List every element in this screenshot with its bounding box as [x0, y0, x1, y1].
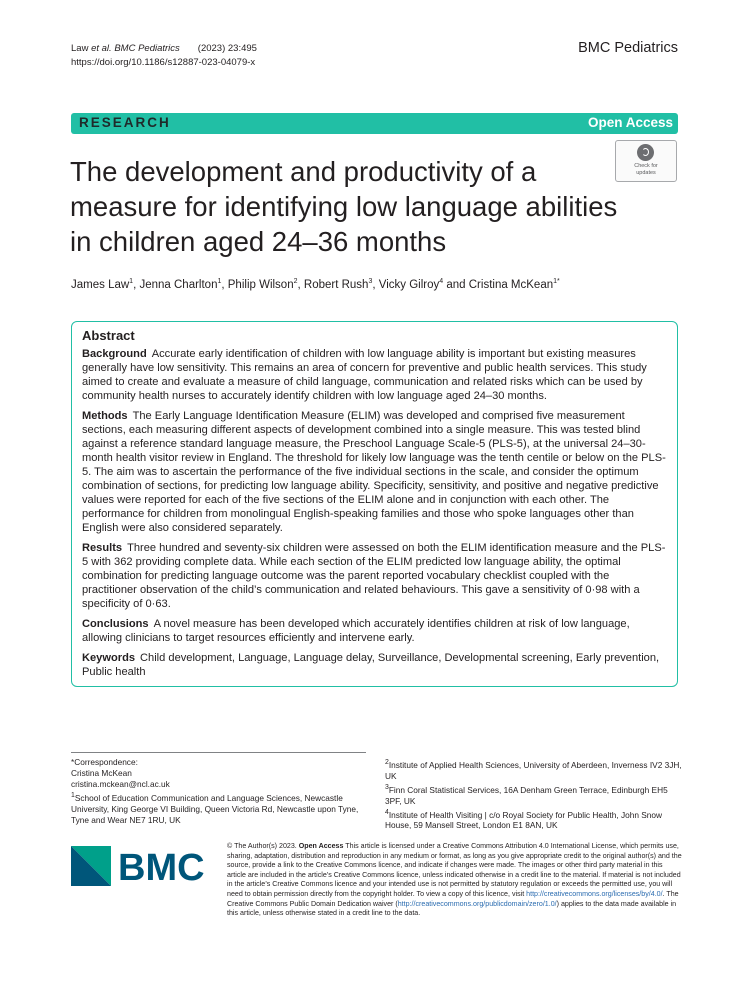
abstract-conclusions: [82, 617, 667, 645]
header-et-al: et al.: [91, 43, 112, 54]
license-link[interactable]: http://creativecommons.org/licenses/by/4.0/: [526, 889, 663, 898]
results-text: Three hundred and seventy-six children were assessed on both the ELIM identification measure and the PLS-5 with 362 providing complete data. While each section of the ELIM predicted low language ability, the optimal combination for predicting language outcome was the parent reported vocabulary checklist coupled with the practitioner observation of the child’s communication and related behaviours. This gave a sensitivity of 0·98 with a specificity of 0·63.: [82, 542, 666, 610]
affiliation-1: $^1$School of Education Communication and Language Sciences, Newcastle University, King George VI Building, Queen Victoria Rd, Newcastle upon Tyne, Tyne and Wear NE7 1RU, UK: [71, 792, 359, 825]
affiliations-block: [385, 757, 685, 831]
footnote-divider: [71, 752, 366, 753]
background-heading: Background: [82, 348, 147, 360]
running-header: [71, 42, 257, 70]
header-citation: (2023) 23:495: [197, 43, 257, 54]
citation-line: [71, 42, 257, 56]
author: Jenna Charlton: [139, 278, 218, 291]
correspondence-block: [71, 757, 371, 826]
methods-heading: Methods: [82, 410, 128, 422]
refresh-icon: [637, 144, 654, 161]
bmc-logo: [71, 846, 211, 886]
author: Robert Rush: [303, 278, 369, 291]
license-body: This article is licensed under a Creative Commons Attribution 4.0 International License, which permits use, sharing, adaptation, distribution and reproduction in any medium or format, as long as you give appropriate credit to the original author(s) and the source, provide a link to the Creative Commons licence, and indicate if changes were made. The images or other third party material in this article are included in the article’s Creative Commons licence, unless indicated otherwise in a credit line to the material. If material is not included in the article’s Creative Commons licence and your intended use is not permitted by statutory regulation or exceeds the permitted use, you will need to obtain permission directly from the copyright holder. To view a copy of this licence, visit: [227, 842, 682, 898]
license-open-access: Open Access: [298, 842, 344, 850]
doi-link[interactable]: https://doi.org/10.1186/s12887-023-04079-x: [71, 57, 256, 68]
badge-text-line1: Check for: [634, 163, 658, 169]
abstract-methods: [82, 409, 667, 535]
logo-text: BMC: [118, 847, 205, 886]
copyright: © The Author(s) 2023.: [227, 842, 297, 850]
correspondence-email[interactable]: cristina.mckean@ncl.ac.uk: [71, 779, 170, 789]
author-list: James Law$^1$, Jenna Charlton$^1$, Philip Wilson$^2$, Robert Rush$^3$, Vicky Gilroy$^4$ and Cristina McKean$^{1*}$: [71, 278, 560, 291]
author-affil-sup: 3: [368, 278, 373, 285]
section-band: [71, 113, 678, 134]
correspondence-label: *Correspondence:: [71, 757, 138, 767]
license-text: [227, 842, 682, 919]
author: Philip Wilson: [227, 278, 294, 291]
methods-text: The Early Language Identification Measure (ELIM) was developed and comprised five measurement sections, each measuring different aspects of development combined into a single measure. This was tested blind against a reference standard language measure, the Preschool Language Scale-5 (PLS-5), at the universal 24–30-month health visitor review in England. The threshold for likely low language was the tenth centile or below on the PLS-5. The aim was to ascertain the performance of the five individual sections in the scale, and consider the optimum combination of sections, for predicting low language ability. Specificity, sensitivity, and positive and negative predictive values were reported for each of the five sections of the ELIM alone and in conjunction with each other. The performance for children from monolingual English-speaking families and those who spoke languages other than English were also considered separately.: [82, 410, 666, 534]
abstract-box: [71, 321, 678, 687]
open-access-label: Open Access: [587, 115, 673, 130]
header-journal: BMC Pediatrics: [114, 43, 180, 54]
author-affil-sup: 1*: [553, 278, 560, 285]
abstract-results: [82, 541, 667, 611]
author-affil-sup: 1: [129, 278, 134, 285]
conclusions-text: A novel measure has been developed which accurately identifies children at risk of low language, allowing clinicians to target resources efficiently and intervene early.: [82, 618, 630, 644]
author-affil-sup: 4: [439, 278, 444, 285]
author: Vicky Gilroy: [378, 278, 440, 291]
section-label: RESEARCH: [79, 115, 171, 130]
keywords-text: Child development, Language, Language delay, Surveillance, Developmental screening, Early prevention, Public health: [82, 652, 660, 678]
author-affil-sup: 2: [293, 278, 298, 285]
author: Cristina McKean: [468, 278, 554, 291]
conclusions-heading: Conclusions: [82, 618, 149, 630]
license-body-3: ) applies to the data made available in this article, unless otherwise stated in a credit line to the data.: [227, 899, 677, 918]
keywords-heading: Keywords: [82, 652, 136, 664]
waiver-link[interactable]: http://creativecommons.org/publicdomain/zero/1.0/: [397, 899, 557, 908]
article-title: The development and productivity of a measure for identifying low language abilities in children aged 24–36 months: [70, 156, 618, 257]
author-and: and: [446, 278, 466, 291]
license-body-2: . The Creative Commons Public Domain Dedication waiver (: [227, 889, 679, 908]
abstract-keywords: [82, 651, 667, 679]
header-author: Law: [71, 43, 89, 54]
affiliation-4: $^4$Institute of Health Visiting | c/o Royal Society for Public Health, John Snow House, 59 Mansell Street, London E1 8AN, UK: [385, 808, 663, 831]
abstract-background: [82, 347, 667, 403]
badge-text-line2: updates: [636, 170, 656, 176]
affiliation-3: $^3$Finn Coral Statistical Services, 16A Denham Green Terrace, Edinburgh EH5 3PF, UK: [385, 783, 668, 806]
results-heading: Results: [82, 542, 123, 554]
correspondence-name: Cristina McKean: [71, 768, 132, 778]
author-affil-sup: 1: [217, 278, 222, 285]
affiliation-2: $^2$Institute of Applied Health Sciences, University of Aberdeen, Inverness IV2 3JH, UK: [385, 759, 682, 781]
abstract-heading: Abstract: [82, 328, 135, 343]
journal-name: BMC Pediatrics: [578, 40, 678, 56]
background-text: Accurate early identification of children with low language ability is important but existing measures generally have low sensitivity. This remains an area of concern for preventive and public health services. This study aimed to create and evaluate a measure of child language, communication and related risks which can be used by community health nurses to accurately identify children with low language aged 24–30 months.: [82, 348, 647, 402]
author: James Law: [71, 278, 130, 291]
